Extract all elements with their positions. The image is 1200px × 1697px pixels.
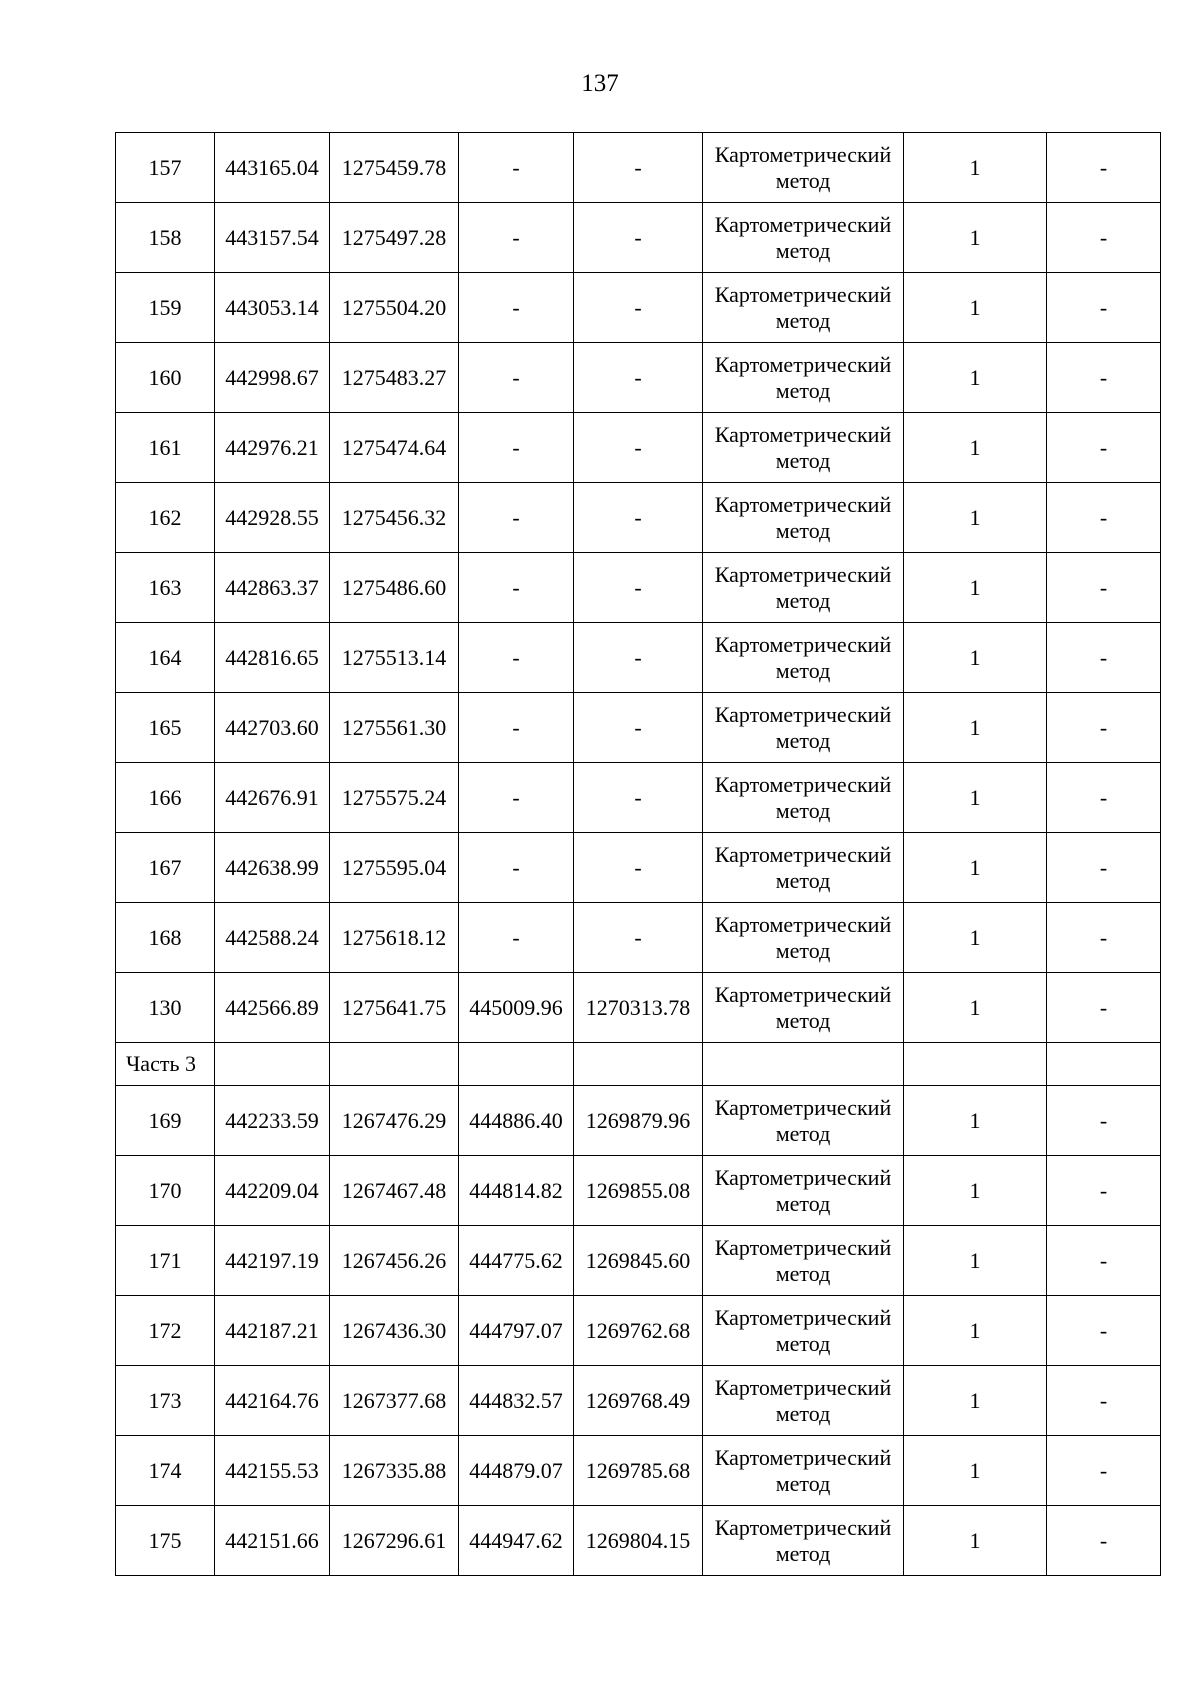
old-x-coordinate-cell: 444947.62: [459, 1506, 574, 1576]
point-number-cell: 169: [116, 1086, 215, 1156]
x-coordinate-cell: 442816.65: [215, 623, 330, 693]
old-x-coordinate-cell: -: [459, 693, 574, 763]
description-cell: -: [1047, 483, 1161, 553]
description-cell: -: [1047, 273, 1161, 343]
old-y-coordinate-cell: 1270313.78: [574, 973, 703, 1043]
y-coordinate-cell: 1275513.14: [330, 623, 459, 693]
table-row: [116, 1226, 1161, 1296]
point-number-cell: 175: [116, 1506, 215, 1576]
table-row: [116, 693, 1161, 763]
table-row: [116, 973, 1161, 1043]
point-number-cell: 167: [116, 833, 215, 903]
method-cell: Картометрический метод: [703, 903, 904, 973]
accuracy-cell: 1: [904, 1226, 1047, 1296]
section-label: Часть 3: [116, 1043, 215, 1086]
old-x-coordinate-cell: 444886.40: [459, 1086, 574, 1156]
method-cell: Картометрический метод: [703, 553, 904, 623]
point-number-cell: 168: [116, 903, 215, 973]
point-number-cell: 130: [116, 973, 215, 1043]
description-cell: -: [1047, 1436, 1161, 1506]
table-row: [116, 273, 1161, 343]
accuracy-cell: 1: [904, 1436, 1047, 1506]
y-coordinate-cell: 1275474.64: [330, 413, 459, 483]
table-row: [116, 133, 1161, 203]
x-coordinate-cell: 442566.89: [215, 973, 330, 1043]
method-cell: Картометрический метод: [703, 1226, 904, 1296]
method-cell: Картометрический метод: [703, 1366, 904, 1436]
old-x-coordinate-cell: -: [459, 413, 574, 483]
y-coordinate-cell: 1267296.61: [330, 1506, 459, 1576]
empty-cell: [1047, 1043, 1161, 1086]
table-row: [116, 203, 1161, 273]
method-cell: Картометрический метод: [703, 1506, 904, 1576]
x-coordinate-cell: 443053.14: [215, 273, 330, 343]
x-coordinate-cell: 442197.19: [215, 1226, 330, 1296]
old-y-coordinate-cell: -: [574, 623, 703, 693]
y-coordinate-cell: 1267456.26: [330, 1226, 459, 1296]
old-x-coordinate-cell: -: [459, 553, 574, 623]
table-row: [116, 1366, 1161, 1436]
accuracy-cell: 1: [904, 203, 1047, 273]
table-row: [116, 483, 1161, 553]
description-cell: -: [1047, 763, 1161, 833]
y-coordinate-cell: 1267335.88: [330, 1436, 459, 1506]
accuracy-cell: 1: [904, 903, 1047, 973]
accuracy-cell: 1: [904, 973, 1047, 1043]
old-x-coordinate-cell: 444775.62: [459, 1226, 574, 1296]
old-x-coordinate-cell: 444814.82: [459, 1156, 574, 1226]
accuracy-cell: 1: [904, 1506, 1047, 1576]
y-coordinate-cell: 1275641.75: [330, 973, 459, 1043]
point-number-cell: 174: [116, 1436, 215, 1506]
x-coordinate-cell: 442155.53: [215, 1436, 330, 1506]
old-x-coordinate-cell: -: [459, 763, 574, 833]
x-coordinate-cell: 442638.99: [215, 833, 330, 903]
x-coordinate-cell: 442676.91: [215, 763, 330, 833]
x-coordinate-cell: 443165.04: [215, 133, 330, 203]
y-coordinate-cell: 1267377.68: [330, 1366, 459, 1436]
table-row: [116, 553, 1161, 623]
method-cell: Картометрический метод: [703, 693, 904, 763]
accuracy-cell: 1: [904, 1366, 1047, 1436]
table-row: [116, 833, 1161, 903]
old-x-coordinate-cell: 444879.07: [459, 1436, 574, 1506]
method-cell: Картометрический метод: [703, 1436, 904, 1506]
point-number-cell: 164: [116, 623, 215, 693]
table-row: [116, 903, 1161, 973]
accuracy-cell: 1: [904, 1296, 1047, 1366]
point-number-cell: 163: [116, 553, 215, 623]
y-coordinate-cell: 1275459.78: [330, 133, 459, 203]
old-x-coordinate-cell: -: [459, 833, 574, 903]
table-row: [116, 1156, 1161, 1226]
description-cell: -: [1047, 903, 1161, 973]
accuracy-cell: 1: [904, 623, 1047, 693]
table-row: [116, 413, 1161, 483]
table-row: [116, 1296, 1161, 1366]
old-y-coordinate-cell: 1269768.49: [574, 1366, 703, 1436]
y-coordinate-cell: 1267467.48: [330, 1156, 459, 1226]
point-number-cell: 159: [116, 273, 215, 343]
empty-cell: [459, 1043, 574, 1086]
old-y-coordinate-cell: 1269855.08: [574, 1156, 703, 1226]
method-cell: Картометрический метод: [703, 1086, 904, 1156]
old-y-coordinate-cell: -: [574, 413, 703, 483]
x-coordinate-cell: 442187.21: [215, 1296, 330, 1366]
description-cell: -: [1047, 1506, 1161, 1576]
y-coordinate-cell: 1275456.32: [330, 483, 459, 553]
method-cell: Картометрический метод: [703, 1296, 904, 1366]
old-x-coordinate-cell: -: [459, 903, 574, 973]
old-y-coordinate-cell: -: [574, 903, 703, 973]
y-coordinate-cell: 1275486.60: [330, 553, 459, 623]
table-row: [116, 623, 1161, 693]
accuracy-cell: 1: [904, 413, 1047, 483]
old-y-coordinate-cell: -: [574, 483, 703, 553]
old-y-coordinate-cell: -: [574, 833, 703, 903]
accuracy-cell: 1: [904, 1156, 1047, 1226]
accuracy-cell: 1: [904, 273, 1047, 343]
description-cell: -: [1047, 623, 1161, 693]
point-number-cell: 160: [116, 343, 215, 413]
point-number-cell: 165: [116, 693, 215, 763]
accuracy-cell: 1: [904, 133, 1047, 203]
old-x-coordinate-cell: -: [459, 203, 574, 273]
old-x-coordinate-cell: -: [459, 133, 574, 203]
table-row: [116, 1436, 1161, 1506]
table-row: [116, 763, 1161, 833]
empty-cell: [330, 1043, 459, 1086]
point-number-cell: 162: [116, 483, 215, 553]
old-y-coordinate-cell: -: [574, 553, 703, 623]
y-coordinate-cell: 1275618.12: [330, 903, 459, 973]
point-number-cell: 166: [116, 763, 215, 833]
x-coordinate-cell: 442233.59: [215, 1086, 330, 1156]
description-cell: -: [1047, 973, 1161, 1043]
old-y-coordinate-cell: 1269804.15: [574, 1506, 703, 1576]
method-cell: Картометрический метод: [703, 1156, 904, 1226]
x-coordinate-cell: 442703.60: [215, 693, 330, 763]
old-x-coordinate-cell: -: [459, 483, 574, 553]
accuracy-cell: 1: [904, 763, 1047, 833]
method-cell: Картометрический метод: [703, 273, 904, 343]
old-x-coordinate-cell: 444797.07: [459, 1296, 574, 1366]
method-cell: Картометрический метод: [703, 343, 904, 413]
accuracy-cell: 1: [904, 553, 1047, 623]
old-y-coordinate-cell: -: [574, 203, 703, 273]
table-row: [116, 343, 1161, 413]
description-cell: -: [1047, 1296, 1161, 1366]
x-coordinate-cell: 442164.76: [215, 1366, 330, 1436]
description-cell: -: [1047, 413, 1161, 483]
description-cell: -: [1047, 1086, 1161, 1156]
x-coordinate-cell: 442863.37: [215, 553, 330, 623]
old-x-coordinate-cell: 445009.96: [459, 973, 574, 1043]
coordinates-table: [115, 132, 1161, 1576]
old-y-coordinate-cell: -: [574, 693, 703, 763]
method-cell: Картометрический метод: [703, 763, 904, 833]
x-coordinate-cell: 442209.04: [215, 1156, 330, 1226]
x-coordinate-cell: 442928.55: [215, 483, 330, 553]
old-y-coordinate-cell: 1269879.96: [574, 1086, 703, 1156]
old-y-coordinate-cell: -: [574, 273, 703, 343]
old-y-coordinate-cell: -: [574, 343, 703, 413]
y-coordinate-cell: 1275483.27: [330, 343, 459, 413]
old-x-coordinate-cell: -: [459, 343, 574, 413]
description-cell: -: [1047, 693, 1161, 763]
empty-cell: [904, 1043, 1047, 1086]
table-row: [116, 1506, 1161, 1576]
method-cell: Картометрический метод: [703, 623, 904, 693]
accuracy-cell: 1: [904, 483, 1047, 553]
y-coordinate-cell: 1275497.28: [330, 203, 459, 273]
point-number-cell: 158: [116, 203, 215, 273]
description-cell: -: [1047, 553, 1161, 623]
x-coordinate-cell: 442998.67: [215, 343, 330, 413]
point-number-cell: 161: [116, 413, 215, 483]
y-coordinate-cell: 1275575.24: [330, 763, 459, 833]
point-number-cell: 171: [116, 1226, 215, 1296]
x-coordinate-cell: 442976.21: [215, 413, 330, 483]
method-cell: Картометрический метод: [703, 133, 904, 203]
method-cell: Картометрический метод: [703, 833, 904, 903]
method-cell: Картометрический метод: [703, 973, 904, 1043]
x-coordinate-cell: 443157.54: [215, 203, 330, 273]
section-row: [116, 1043, 1161, 1086]
description-cell: -: [1047, 203, 1161, 273]
y-coordinate-cell: 1267476.29: [330, 1086, 459, 1156]
x-coordinate-cell: 442151.66: [215, 1506, 330, 1576]
old-x-coordinate-cell: -: [459, 623, 574, 693]
old-y-coordinate-cell: 1269762.68: [574, 1296, 703, 1366]
method-cell: Картометрический метод: [703, 483, 904, 553]
point-number-cell: 172: [116, 1296, 215, 1366]
description-cell: -: [1047, 833, 1161, 903]
page-number: 137: [581, 70, 619, 97]
y-coordinate-cell: 1275561.30: [330, 693, 459, 763]
description-cell: -: [1047, 1156, 1161, 1226]
old-y-coordinate-cell: 1269785.68: [574, 1436, 703, 1506]
old-x-coordinate-cell: -: [459, 273, 574, 343]
table-row: [116, 1086, 1161, 1156]
description-cell: -: [1047, 1226, 1161, 1296]
x-coordinate-cell: 442588.24: [215, 903, 330, 973]
accuracy-cell: 1: [904, 693, 1047, 763]
empty-cell: [215, 1043, 330, 1086]
description-cell: -: [1047, 343, 1161, 413]
accuracy-cell: 1: [904, 1086, 1047, 1156]
accuracy-cell: 1: [904, 833, 1047, 903]
accuracy-cell: 1: [904, 343, 1047, 413]
point-number-cell: 170: [116, 1156, 215, 1226]
empty-cell: [574, 1043, 703, 1086]
point-number-cell: 157: [116, 133, 215, 203]
old-x-coordinate-cell: 444832.57: [459, 1366, 574, 1436]
point-number-cell: 173: [116, 1366, 215, 1436]
old-y-coordinate-cell: -: [574, 133, 703, 203]
method-cell: Картометрический метод: [703, 413, 904, 483]
y-coordinate-cell: 1275595.04: [330, 833, 459, 903]
old-y-coordinate-cell: 1269845.60: [574, 1226, 703, 1296]
old-y-coordinate-cell: -: [574, 763, 703, 833]
empty-cell: [703, 1043, 904, 1086]
description-cell: -: [1047, 133, 1161, 203]
y-coordinate-cell: 1267436.30: [330, 1296, 459, 1366]
method-cell: Картометрический метод: [703, 203, 904, 273]
y-coordinate-cell: 1275504.20: [330, 273, 459, 343]
description-cell: -: [1047, 1366, 1161, 1436]
